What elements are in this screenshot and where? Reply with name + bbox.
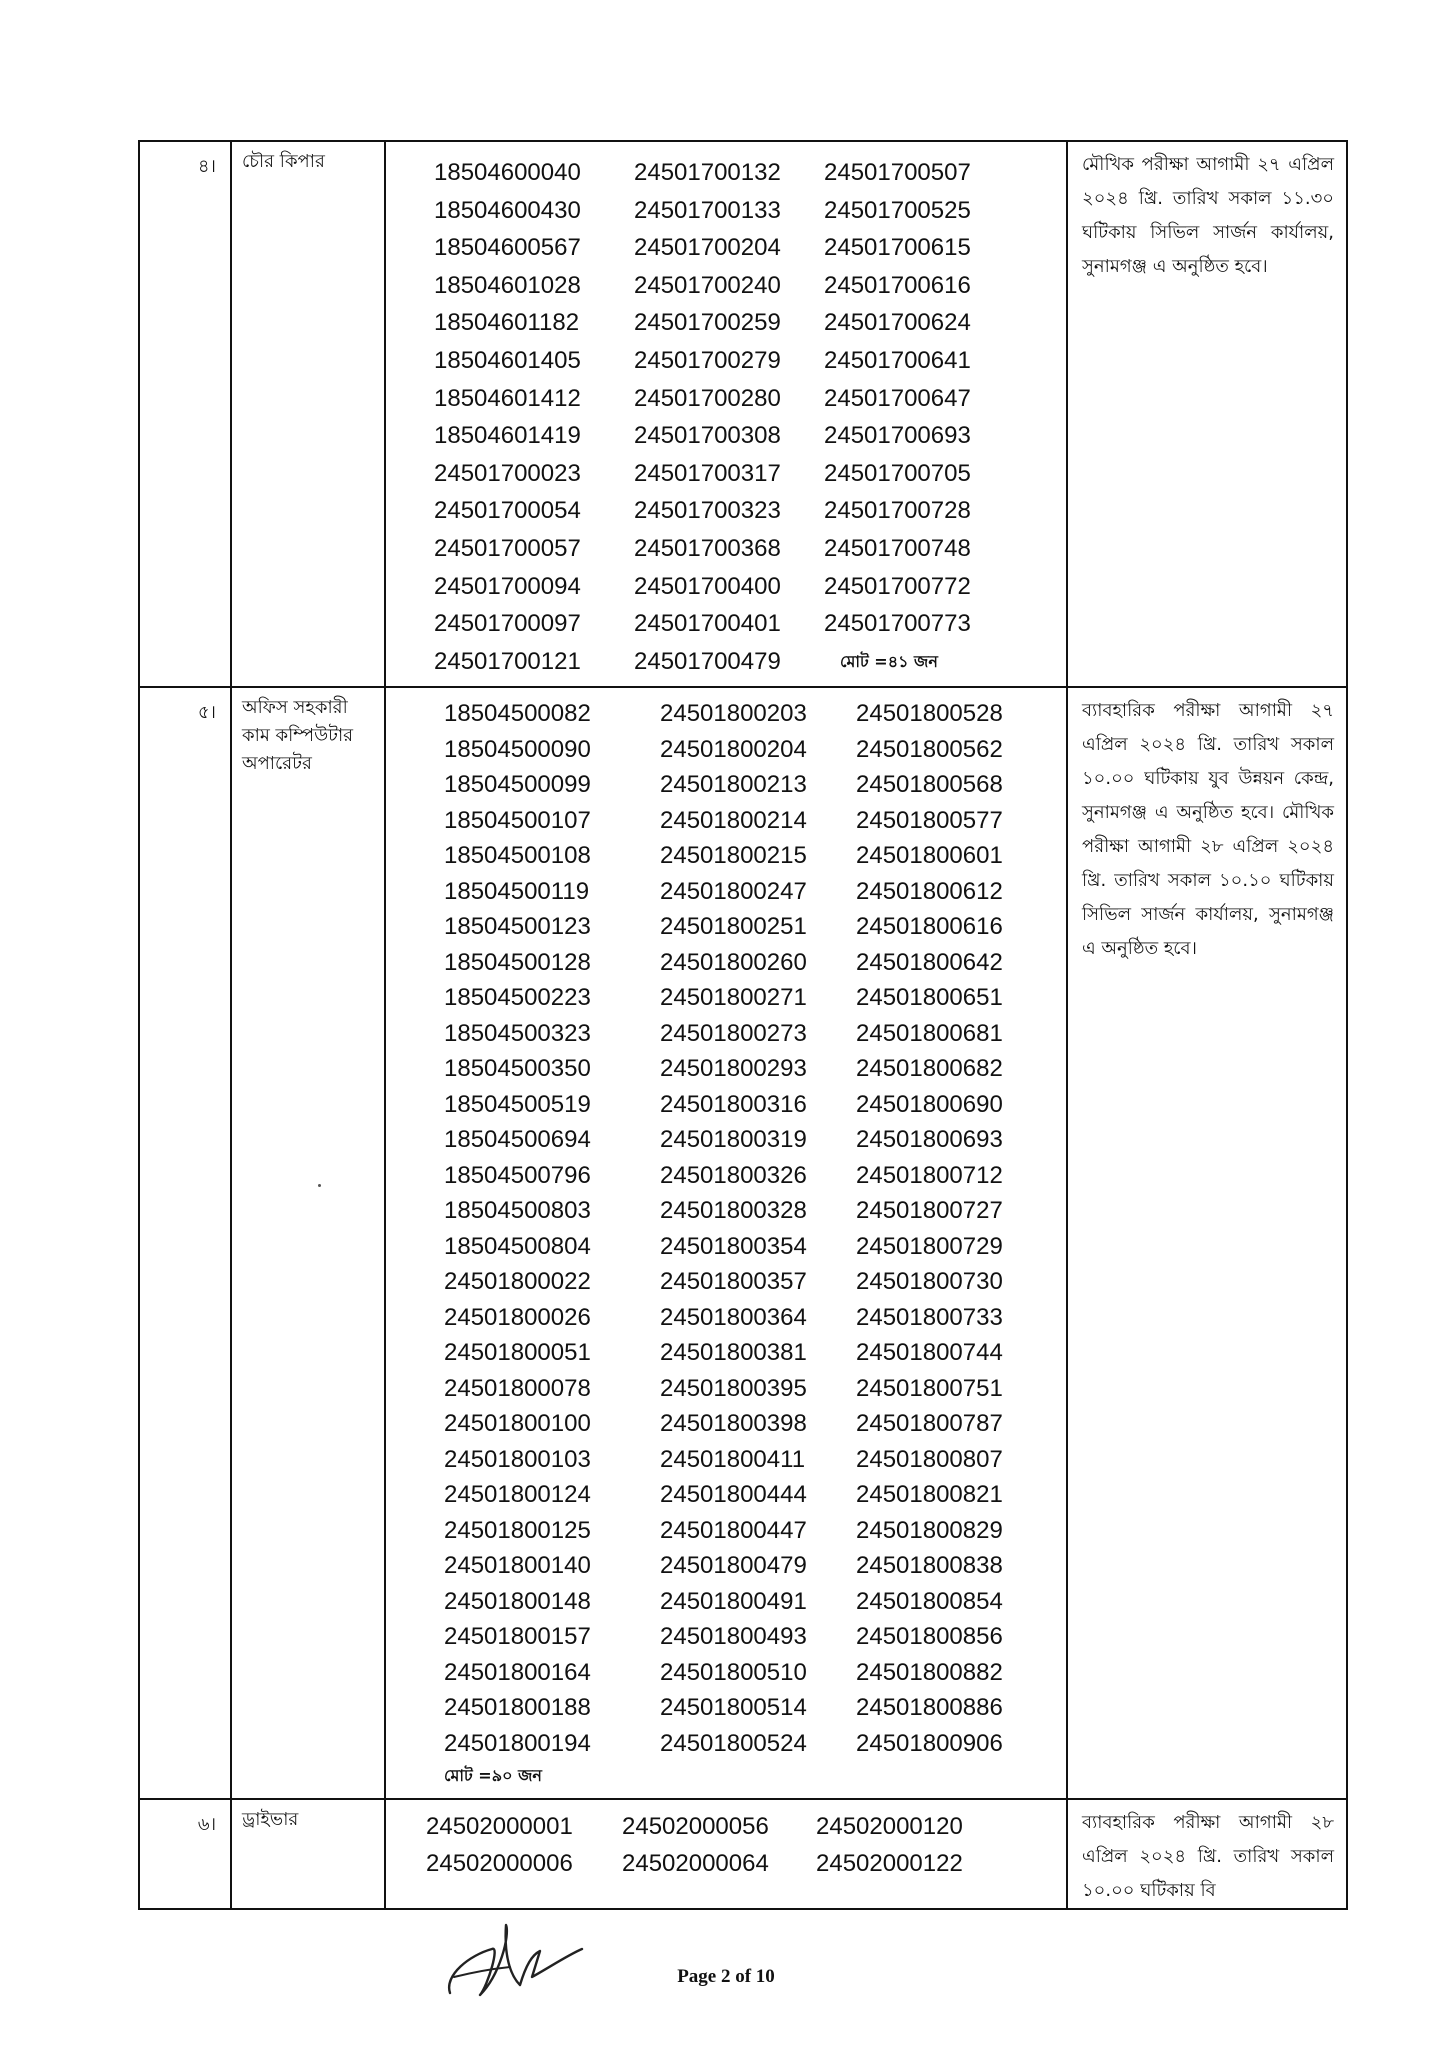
note-cell [1067, 141, 1347, 687]
roll-number: 18504500107 [444, 806, 591, 834]
roll-number: 24501700748 [824, 534, 971, 562]
roll-number: 24501700525 [824, 196, 971, 224]
exam-schedule-note: ব্যাবহারিক পরীক্ষা আগামী ২৮ এপ্রিল ২০২৪ খ্রি. তারিখ সকাল ১০.০০ ঘটিকায় বি [1082, 1812, 1334, 1902]
roll-number: 24501800712 [856, 1161, 1003, 1189]
roll-number: 24501800744 [856, 1339, 1003, 1367]
roll-number: 24501700507 [824, 159, 971, 186]
roll-number: 24501700132 [634, 159, 781, 186]
roll-number: 24502000006 [426, 1850, 573, 1878]
roll-number: 24501800140 [444, 1552, 591, 1580]
roll-number-list [386, 688, 1066, 1765]
roll-number: 18504500099 [444, 771, 591, 799]
roll-number: 24501800807 [856, 1445, 1003, 1473]
roll-number: 24501800411 [660, 1445, 806, 1473]
roll-number: 24501800328 [660, 1197, 807, 1225]
roll-number: 24501800906 [856, 1729, 1003, 1757]
speck [318, 1184, 321, 1187]
roll-number: 18504500082 [444, 700, 591, 728]
serial-number: ৬। [197, 1814, 216, 1836]
roll-number: 24501700240 [634, 271, 781, 299]
roll-number: 24502000056 [622, 1813, 769, 1841]
roll-number: 24502000064 [622, 1850, 769, 1878]
roll-number: 18504500694 [444, 1126, 591, 1154]
roll-number: 24501800395 [660, 1374, 807, 1402]
table-row [139, 141, 1347, 687]
roll-number: 24501800479 [660, 1552, 807, 1580]
roll-number: 24501800124 [444, 1481, 591, 1509]
roll-number: 24501700204 [634, 234, 781, 262]
roll-number: 24502000120 [816, 1813, 963, 1841]
roll-number: 24501800616 [856, 913, 1003, 941]
roll-number: 24501700641 [824, 346, 971, 374]
roll-number: 24501800681 [856, 1019, 1003, 1047]
roll-number: 18504600040 [434, 159, 581, 186]
roll-number: 24501800733 [856, 1303, 1003, 1331]
post-cell [231, 1799, 385, 1909]
roll-number: 18504601419 [434, 422, 581, 450]
roll-number: 24501800103 [444, 1445, 591, 1473]
roll-number: 18504601412 [434, 384, 581, 412]
roll-number: 24501800381 [660, 1339, 807, 1367]
post-name: অফিস সহকারী কাম কম্পিউটার অপারেটর [242, 697, 354, 775]
roll-number: 24501800886 [856, 1694, 1003, 1722]
roll-number: 18504500519 [444, 1090, 591, 1118]
roll-number: 24502000001 [426, 1813, 573, 1841]
roll-number: 18504500803 [444, 1197, 591, 1225]
roll-number: 24501700308 [634, 422, 781, 450]
serial-cell [139, 687, 231, 1799]
roll-number: 18504500804 [444, 1232, 591, 1260]
roll-number: 24501800568 [856, 771, 1003, 799]
roll-number: 24501700023 [434, 459, 581, 487]
roll-number: 24501800829 [856, 1516, 1003, 1544]
roll-number: 24501800215 [660, 842, 807, 870]
page-number: Page 2 of 10 [677, 1966, 775, 1987]
roll-number: 24501800651 [856, 984, 1003, 1012]
roll-number-list [386, 1800, 1066, 1888]
roll-number: 24501800854 [856, 1587, 1003, 1615]
roll-number: 24501700479 [634, 647, 781, 675]
roll-number: 24501800026 [444, 1303, 591, 1331]
roll-number: 24501700368 [634, 534, 781, 562]
roll-number: 24501800510 [660, 1658, 807, 1686]
roll-number: 24501800642 [856, 948, 1003, 976]
serial-number: ৪। [197, 156, 216, 177]
roll-number: 24501800316 [660, 1090, 807, 1118]
roll-number: 24501800271 [660, 984, 807, 1012]
post-name: চৌর কিপার [242, 151, 325, 172]
roll-number: 24502000122 [816, 1850, 963, 1878]
roll-number: 18504601182 [434, 309, 580, 337]
roll-cell [385, 687, 1067, 1799]
roll-number: 24501700259 [634, 309, 781, 337]
roll-number: 24501700280 [634, 384, 781, 412]
roll-number: 18504600567 [434, 234, 581, 262]
roll-number: 24501800148 [444, 1587, 591, 1615]
serial-cell [139, 1799, 231, 1909]
roll-cell [385, 1799, 1067, 1909]
total-count: মোট =৪১ জন [840, 651, 938, 671]
roll-number: 24501800577 [856, 806, 1003, 834]
roll-number: 24501800157 [444, 1623, 591, 1651]
table-row [139, 1799, 1347, 1909]
roll-number: 24501700693 [824, 422, 971, 450]
roll-number: 18504500796 [444, 1161, 591, 1189]
roll-number: 24501800251 [660, 913, 807, 941]
roll-number: 24501800727 [856, 1197, 1003, 1225]
roll-number: 18504500090 [444, 735, 591, 763]
roll-number: 24501800612 [856, 877, 1003, 905]
roll-number: 24501800194 [444, 1729, 591, 1757]
roll-number: 18504600430 [434, 196, 581, 224]
serial-cell [139, 141, 231, 687]
roll-number: 24501700773 [824, 610, 971, 638]
roll-number: 24501800491 [660, 1587, 807, 1615]
table-row [139, 687, 1347, 1799]
roll-number: 24501700616 [824, 271, 971, 299]
roll-number: 24501800022 [444, 1268, 591, 1296]
note-cell [1067, 687, 1347, 1799]
roll-number: 24501800203 [660, 700, 807, 728]
roll-number: 24501800882 [856, 1658, 1003, 1686]
exam-schedule-note: মৌখিক পরীক্ষা আগামী ২৭ এপ্রিল ২০২৪ খ্রি. তারিখ সকাল ১১.৩০ ঘটিকায় সিভিল সার্জন কার্যালয়, সুনামগঞ্জ এ অনুষ্ঠিত হবে। [1082, 154, 1334, 277]
roll-number: 24501800354 [660, 1232, 807, 1260]
roll-number: 24501700097 [434, 610, 581, 638]
roll-number: 24501800247 [660, 877, 807, 905]
candidate-table [138, 140, 1348, 1910]
roll-number: 24501800164 [444, 1658, 591, 1686]
roll-number: 24501800398 [660, 1410, 807, 1438]
roll-number: 24501800601 [856, 842, 1003, 870]
roll-number: 18504500123 [444, 913, 591, 941]
roll-number: 24501700615 [824, 234, 971, 262]
serial-number: ৫। [197, 702, 216, 724]
roll-number: 24501700057 [434, 534, 581, 562]
roll-number: 24501800729 [856, 1232, 1003, 1260]
roll-number: 24501800690 [856, 1090, 1003, 1118]
roll-number: 24501800787 [856, 1410, 1003, 1438]
roll-number: 24501800260 [660, 948, 807, 976]
roll-number: 18504601405 [434, 346, 581, 374]
roll-number: 24501800493 [660, 1623, 807, 1651]
roll-number: 18504500323 [444, 1019, 591, 1047]
roll-number: 24501800821 [856, 1481, 1003, 1509]
roll-number: 24501700121 [434, 647, 581, 675]
roll-number: 24501800051 [444, 1339, 591, 1367]
roll-number: 24501800528 [856, 700, 1003, 728]
roll-number: 24501800100 [444, 1410, 591, 1438]
exam-schedule-note: ব্যাবহারিক পরীক্ষা আগামী ২৭ এপ্রিল ২০২৪ খ্রি. তারিখ সকাল ১০.০০ ঘটিকায় যুব উন্নয়ন কেন্দ্র, সুনামগঞ্জ এ অনুষ্ঠিত হবে। মৌখিক পরীক্ষা আগামী ২৮ এপ্রিল ২০২৪ খ্রি. তারিখ সকাল ১০.১০ ঘটিকায় সিভিল সার্জন কার্যালয়, সুনামগঞ্জ এ অনুষ্ঠিত হবে। [1082, 700, 1334, 960]
roll-number: 24501700401 [634, 610, 781, 638]
roll-number: 18504500223 [444, 984, 591, 1012]
roll-number: 24501800524 [660, 1729, 807, 1757]
roll-number: 24501700400 [634, 572, 781, 600]
roll-number: 24501700317 [634, 459, 781, 487]
roll-number: 18504500350 [444, 1055, 591, 1083]
roll-cell [385, 141, 1067, 687]
roll-number: 24501800319 [660, 1126, 807, 1154]
roll-number: 24501700279 [634, 346, 781, 374]
post-cell [231, 141, 385, 687]
roll-number: 24501800730 [856, 1268, 1003, 1296]
roll-number: 24501700772 [824, 572, 971, 600]
roll-number: 24501800125 [444, 1516, 591, 1544]
roll-number: 24501700133 [634, 196, 781, 224]
roll-number: 24501800204 [660, 735, 807, 763]
roll-number: 24501700323 [634, 497, 781, 525]
roll-number: 24501800293 [660, 1055, 807, 1083]
roll-number: 24501700624 [824, 309, 971, 337]
roll-number: 24501800078 [444, 1374, 591, 1402]
signature-icon [440, 1915, 590, 2005]
roll-number: 24501800838 [856, 1552, 1003, 1580]
roll-number: 24501800364 [660, 1303, 807, 1331]
roll-number: 24501800447 [660, 1516, 807, 1544]
post-cell [231, 687, 385, 1799]
roll-number: 24501800856 [856, 1623, 1003, 1651]
post-name: ড্রাইভার [242, 1809, 299, 1831]
roll-number: 24501800514 [660, 1694, 807, 1722]
roll-number: 24501800273 [660, 1019, 807, 1047]
roll-number: 24501700094 [434, 572, 581, 600]
roll-number: 24501800188 [444, 1694, 591, 1722]
roll-number: 24501800326 [660, 1161, 807, 1189]
roll-number-list [386, 142, 1066, 686]
roll-number: 24501800444 [660, 1481, 807, 1509]
roll-number: 18504601028 [434, 271, 581, 299]
roll-number: 18504500108 [444, 842, 591, 870]
roll-number: 24501800693 [856, 1126, 1003, 1154]
roll-number: 24501800751 [856, 1374, 1003, 1402]
roll-number: 24501800562 [856, 735, 1003, 763]
roll-number: 24501700054 [434, 497, 581, 525]
note-cell [1067, 1799, 1347, 1909]
roll-number: 18504500128 [444, 948, 591, 976]
roll-number: 18504500119 [444, 877, 590, 905]
roll-number: 24501700647 [824, 384, 971, 412]
roll-number: 24501800214 [660, 806, 807, 834]
roll-number: 24501700705 [824, 459, 971, 487]
total-count: মোট =৯০ জন [444, 1766, 542, 1786]
roll-number: 24501800357 [660, 1268, 807, 1296]
roll-number: 24501800682 [856, 1055, 1003, 1083]
roll-number: 24501700728 [824, 497, 971, 525]
roll-number: 24501800213 [660, 771, 807, 799]
